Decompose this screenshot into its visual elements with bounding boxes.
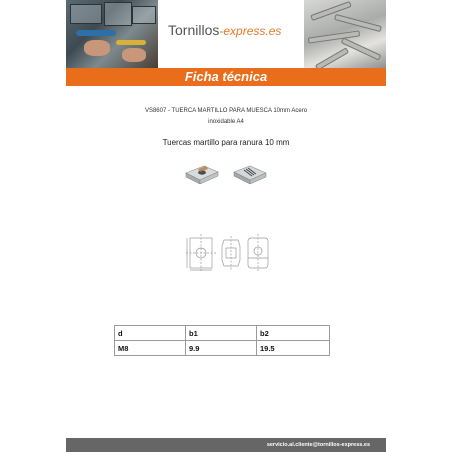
cell-d: M8 (115, 341, 186, 356)
tools-photo (66, 0, 158, 68)
brand-logo (168, 22, 281, 38)
header-b1: b1 (186, 326, 257, 341)
nut-photo-2 (232, 163, 268, 185)
product-description: Tuercas martillo para ranura 10 mm (162, 138, 290, 147)
footer-bar (66, 438, 386, 452)
banner-title: Ficha técnica (184, 69, 268, 84)
header-d: d (115, 326, 186, 341)
technical-drawing (184, 232, 274, 274)
brand-accent-text: -express.es (219, 24, 282, 38)
header-b2: b2 (257, 326, 330, 341)
nut-photo-1 (184, 163, 220, 185)
screws-photo (304, 0, 386, 68)
table-header-row (115, 326, 330, 341)
cell-b2: 19.5 (257, 341, 330, 356)
header-banner (66, 0, 386, 68)
brand-main-text: Tornillos (168, 22, 220, 38)
datasheet-page (66, 0, 386, 452)
brand-area (158, 0, 304, 68)
spec-table (114, 325, 330, 356)
product-code-line: VS8607 - TUERCA MARTILLO PARA MUESCA 10mm Acero (144, 108, 308, 114)
product-material-line: inoxidable A4 (208, 119, 244, 125)
table-row (115, 341, 330, 356)
footer-email-link[interactable]: servicio.al.cliente@tornillos-express.es (266, 442, 370, 448)
cell-b1: 9.9 (186, 341, 257, 356)
